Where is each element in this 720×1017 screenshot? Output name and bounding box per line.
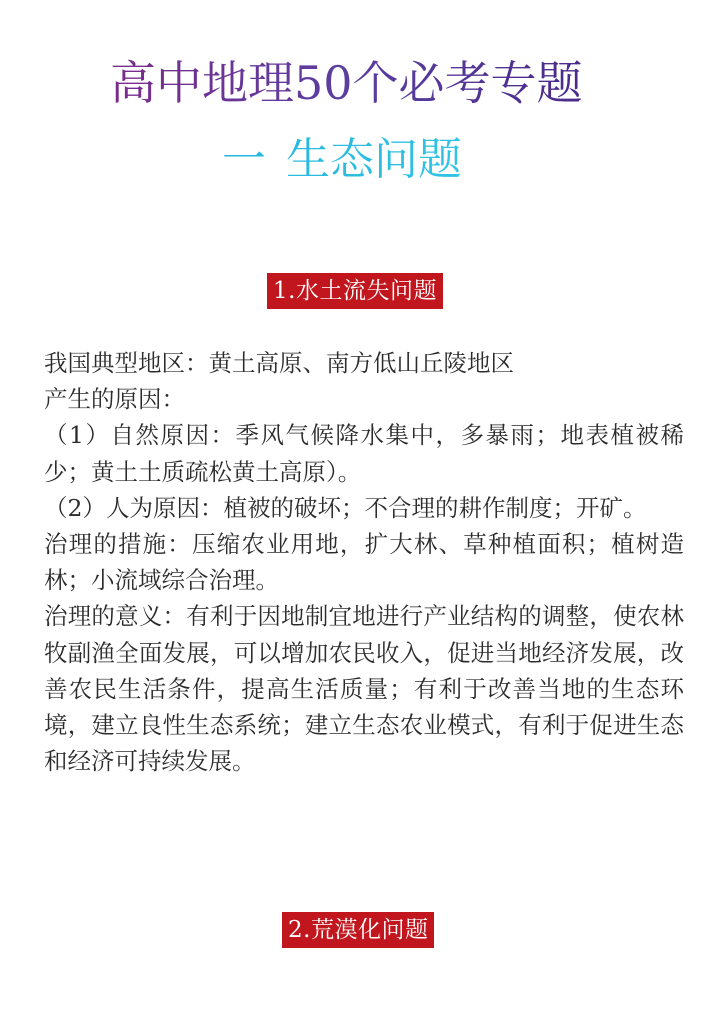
subtitle-number: 一 <box>222 134 266 185</box>
section-body-soil-erosion <box>44 345 684 779</box>
paragraph-measures: 治理的措施：压缩农业用地，扩大林、草种植面积；植树造林；小流域综合治理。 <box>44 530 684 595</box>
paragraph-natural-causes: （1）自然原因：季风气候降水集中，多暴雨；地表植被稀少；黄土土质疏松黄土高原）。 <box>44 421 684 486</box>
paragraph-typical-regions: 我国典型地区：黄土高原、南方低山丘陵地区 <box>44 349 514 377</box>
page-title: 高中地理50个必考专题 <box>110 52 583 114</box>
paragraph-human-causes: （2）人为原因：植被的破坏；不合理的耕作制度；开矿。 <box>44 493 647 522</box>
paragraph-causes-heading: 产生的原因： <box>44 385 185 414</box>
paragraph-significance: 治理的意义：有利于因地制宜地进行产业结构的调整，使农林牧副渔全面发展，可以增加农民收入，促进当地经济发展，改善农民生活条件，提高生活质量；有利于改善当地的生态环境，建立良性生态系统；建立生态农业模式，有利于促进生态和经济可持续发展。 <box>44 602 684 776</box>
page-subtitle <box>222 130 462 190</box>
section-heading-soil-erosion: 1.水土流失问题 <box>267 273 443 309</box>
subtitle-text: 生态问题 <box>286 134 462 185</box>
section-heading-desertification: 2.荒漠化问题 <box>282 912 434 948</box>
